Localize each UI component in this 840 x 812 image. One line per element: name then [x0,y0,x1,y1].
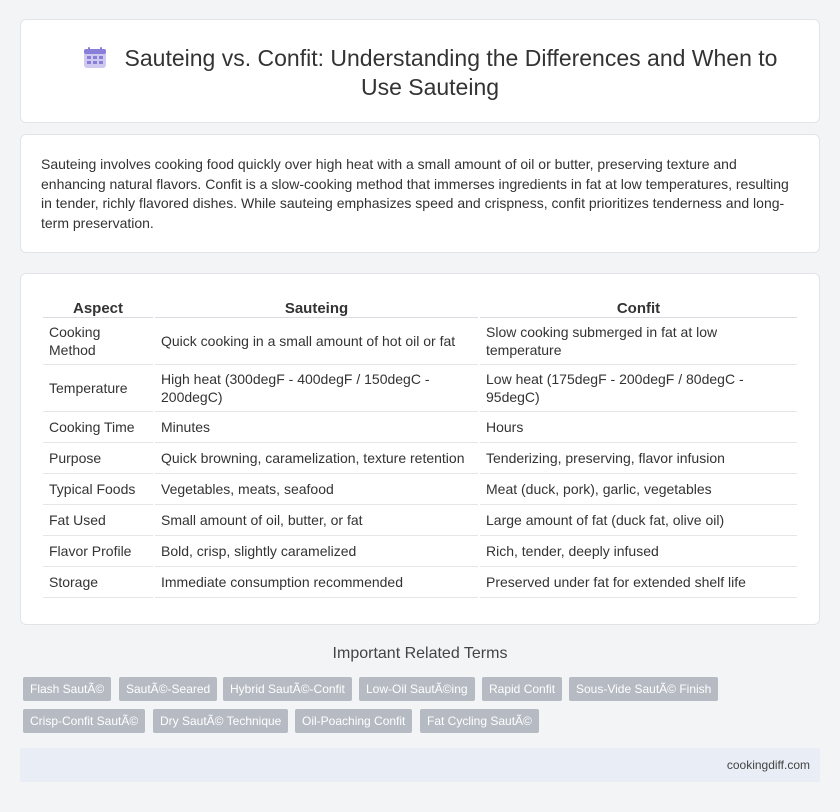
cell-sauteing: Quick browning, caramelization, texture retention [155,443,478,474]
tag-sous-vide-saute-finish[interactable]: Sous-Vide SautÃ© Finish [569,677,718,701]
cell-confit: Slow cooking submerged in fat at low temperature [480,318,797,365]
calendar-grid-icon [83,47,107,69]
tag-dry-saute-technique[interactable]: Dry SautÃ© Technique [153,709,288,733]
header-card [20,19,820,123]
table-header-row [43,296,797,318]
header-sauteing: Sauteing [155,296,478,318]
cell-sauteing: Minutes [155,412,478,443]
table-row [43,443,797,474]
cell-sauteing: High heat (300degF - 400degF / 150degC - 200degC) [155,365,478,412]
table-row [43,365,797,412]
tag-low-oil-sauteing[interactable]: Low-Oil SautÃ©ing [359,677,475,701]
cell-aspect: Storage [43,567,153,598]
cell-confit: Low heat (175degF - 200degF / 80degC - 95degC) [480,365,797,412]
cell-aspect: Flavor Profile [43,536,153,567]
cell-confit: Tenderizing, preserving, flavor infusion [480,443,797,474]
cell-sauteing: Bold, crisp, slightly caramelized [155,536,478,567]
tag-fat-cycling-saute[interactable]: Fat Cycling SautÃ© [420,709,539,733]
cell-sauteing: Quick cooking in a small amount of hot oil or fat [155,318,478,365]
page-title-wrap [61,44,799,102]
cell-sauteing: Small amount of oil, butter, or fat [155,505,478,536]
tag-hybrid-saute-confit[interactable]: Hybrid SautÃ©-Confit [223,677,352,701]
table-row [43,474,797,505]
footer-site: cookingdiff.com [726,758,810,772]
cell-sauteing: Vegetables, meats, seafood [155,474,478,505]
cell-sauteing: Immediate consumption recommended [155,567,478,598]
cell-confit: Meat (duck, pork), garlic, vegetables [480,474,797,505]
tag-oil-poaching-confit[interactable]: Oil-Poaching Confit [295,709,412,733]
cell-aspect: Purpose [43,443,153,474]
cell-confit: Rich, tender, deeply infused [480,536,797,567]
page-title: Sauteing vs. Confit: Understanding the Differences and When to Use Sauteing [124,45,778,100]
cell-confit: Large amount of fat (duck fat, olive oil) [480,505,797,536]
table-row [43,567,797,598]
table-row [43,318,797,365]
footer [20,748,820,782]
tag-flash-saute[interactable]: Flash SautÃ© [23,677,111,701]
comparison-table [41,296,799,598]
intro-paragraph: Sauteing involves cooking food quickly over high heat with a small amount of oil or butter, preserving texture and enhancing natural flavors. Confit is a slow-cooking method that immerses ingredients in fat at low temperatures, resulting in tender, richly flavored dishes. While sauteing emphasizes speed and crispness, confit prioritizes tenderness and long-term preservation. [41,156,789,231]
header-aspect: Aspect [43,296,153,318]
table-row [43,505,797,536]
cell-confit: Hours [480,412,797,443]
tag-saute-seared[interactable]: SautÃ©-Seared [119,677,217,701]
cell-aspect: Typical Foods [43,474,153,505]
tag-rapid-confit[interactable]: Rapid Confit [482,677,562,701]
intro-card [20,134,820,253]
cell-aspect: Fat Used [43,505,153,536]
cell-confit: Preserved under fat for extended shelf life [480,567,797,598]
table-row [43,412,797,443]
cell-aspect: Cooking Time [43,412,153,443]
cell-aspect: Temperature [43,365,153,412]
tag-crisp-confit-saute[interactable]: Crisp-Confit SautÃ© [23,709,145,733]
related-terms-title: Important Related Terms [332,645,508,662]
comparison-card [20,273,820,625]
header-confit: Confit [480,296,797,318]
cell-aspect: Cooking Method [43,318,153,365]
table-row [43,536,797,567]
